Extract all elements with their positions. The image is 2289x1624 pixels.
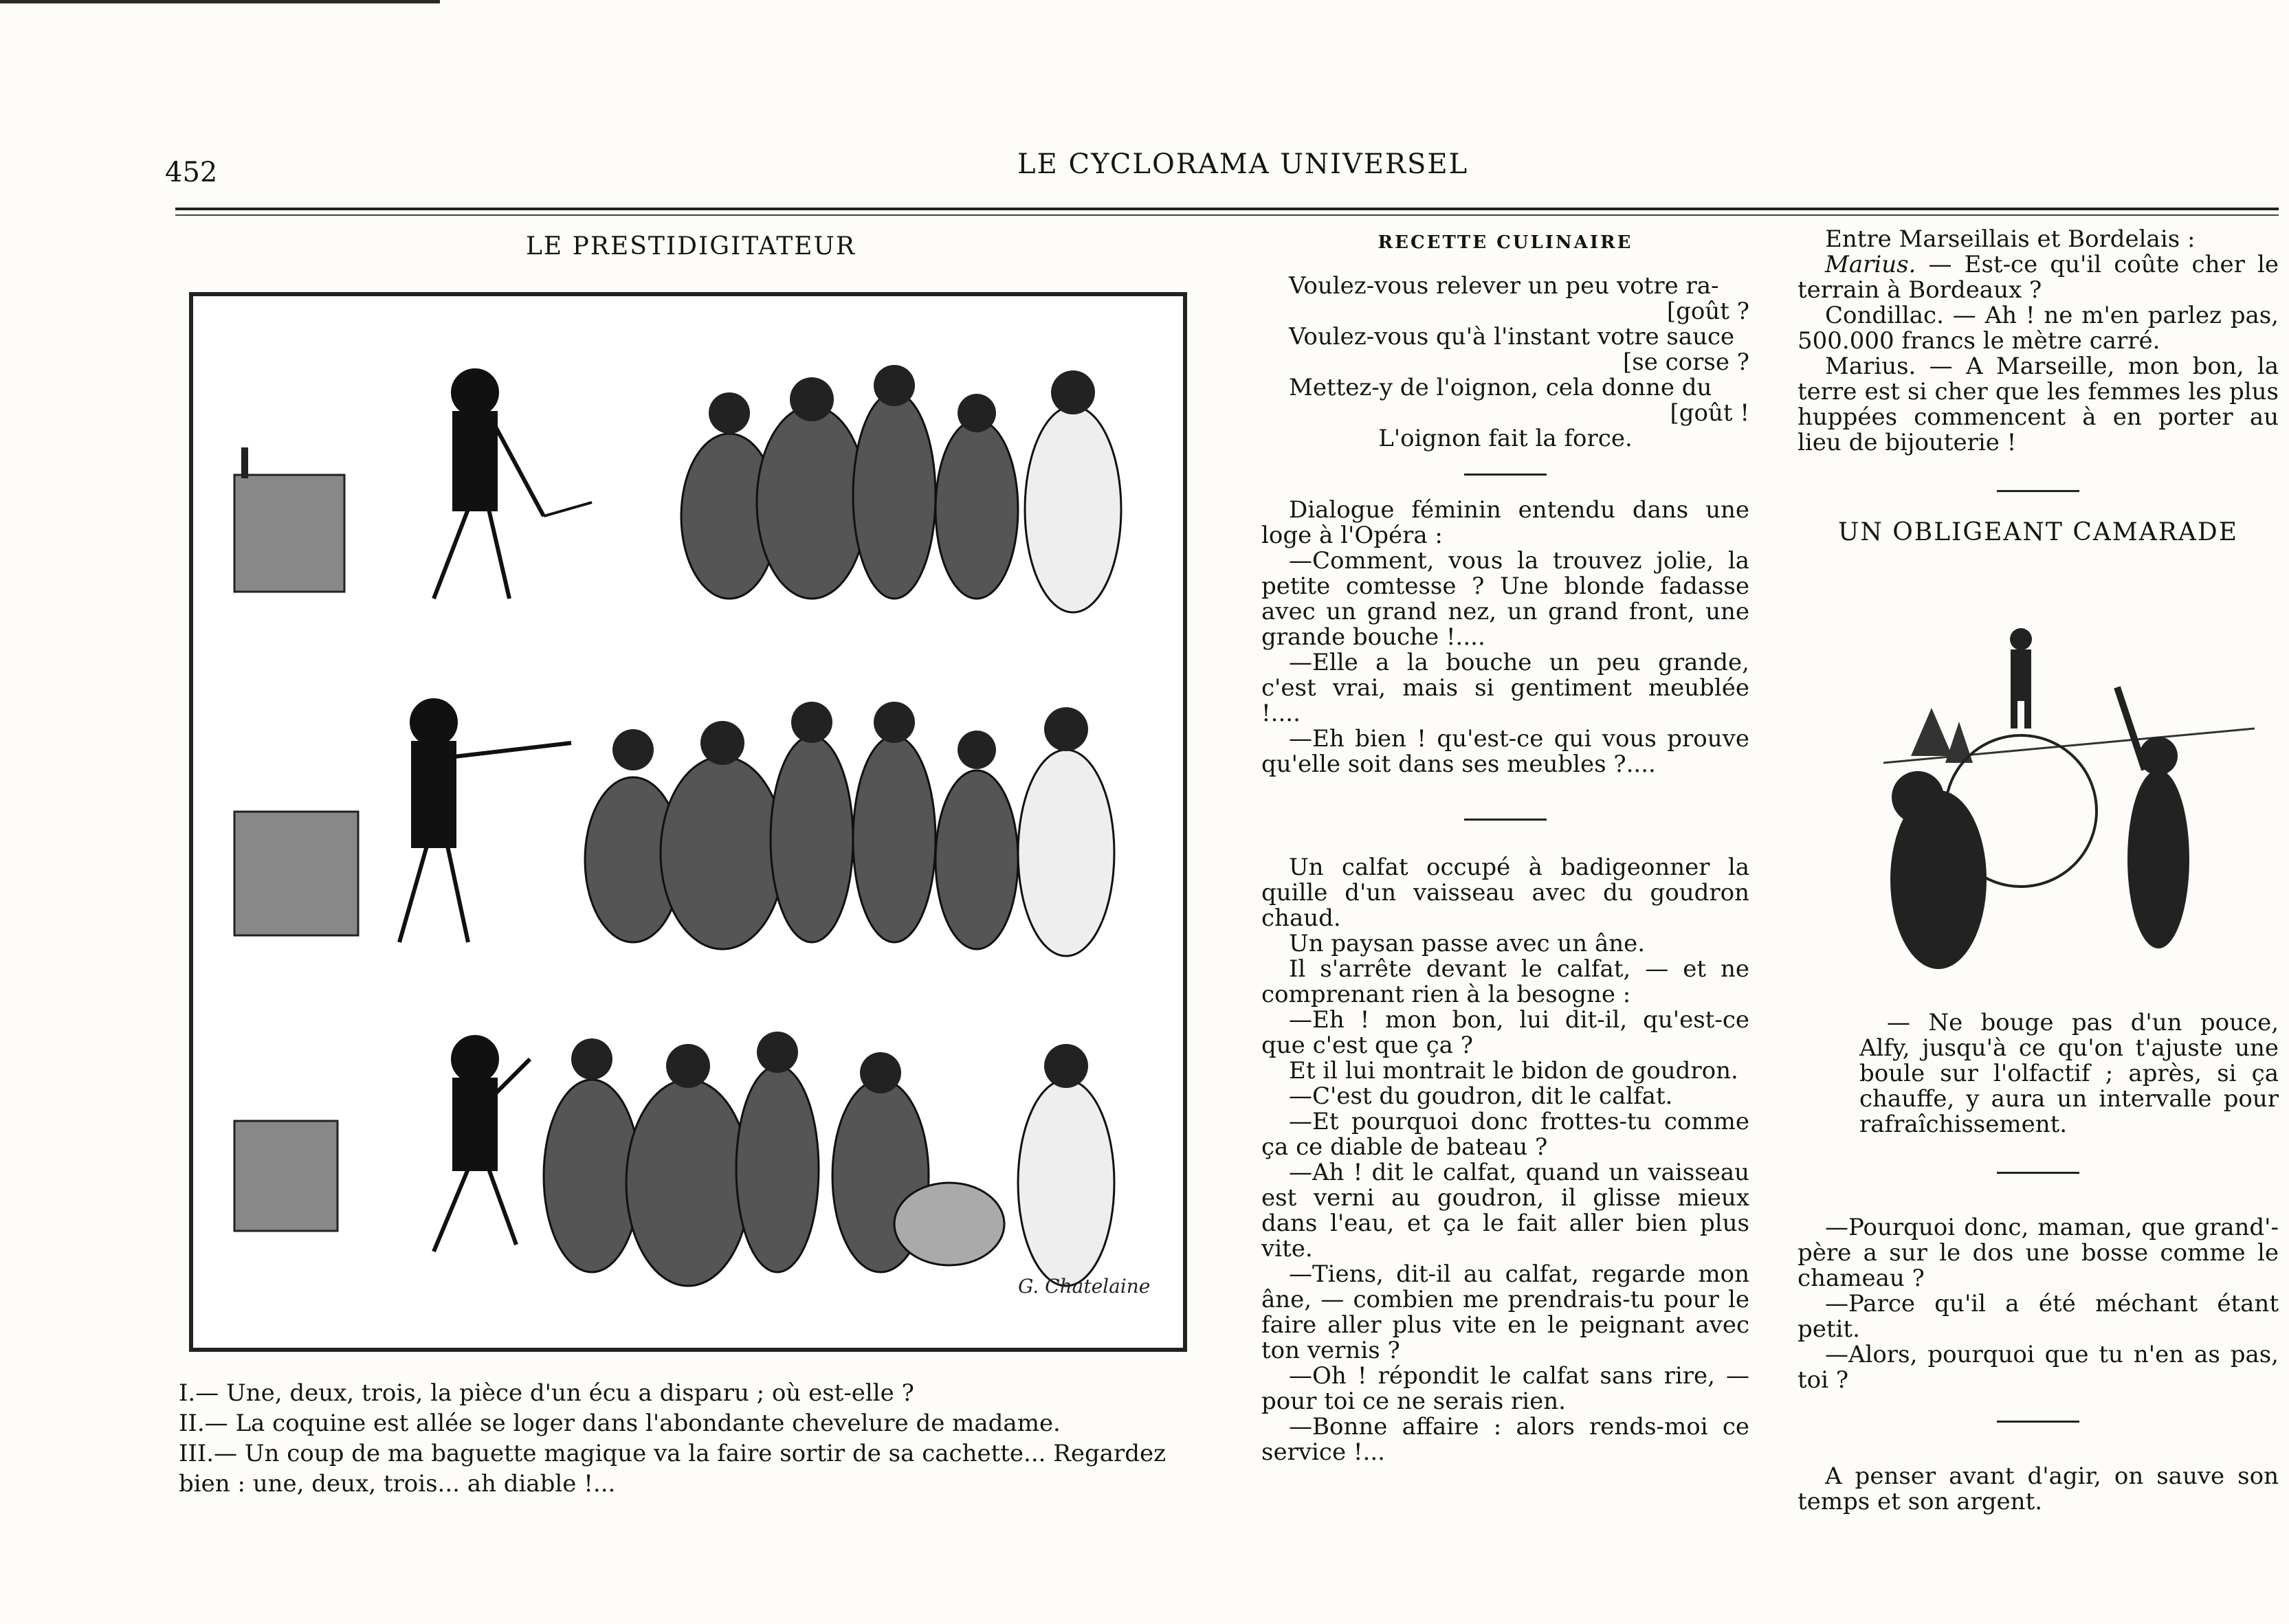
recipe-line-1: Voulez-vous relever un peu votre ra-: [1289, 272, 1719, 300]
dialogue-section: [1261, 498, 1749, 777]
marseillais-line: Condillac. — Ah ! ne m'en parlez pas, 500.000 francs le mètre carré.: [1798, 302, 2279, 355]
running-title: LE CYCLORAMA UNIVERSEL: [1017, 148, 1469, 180]
column-1: [179, 234, 1203, 259]
separator: [1464, 474, 1547, 476]
calfat-line: —Oh ! répondit le calfat sans rire, — pour toi ce ne serais rien.: [1261, 1362, 1749, 1415]
proverb: A penser avant d'agir, on sauve son temps et son argent.: [1798, 1462, 2279, 1515]
dialogue-intro: Dialogue féminin entendu dans une loge à l'Opéra :: [1261, 496, 1749, 549]
recipe-line-5: Mettez-y de l'oignon, cela donne du: [1289, 374, 1712, 401]
marseillais-line: [1798, 252, 2279, 303]
recipe-line-6: [goût !: [1670, 399, 1749, 427]
grandpere-line: —Alors, pourquoi que tu n'en as pas, toi ?: [1798, 1341, 2279, 1394]
column-3-lower: [1798, 1010, 2279, 1515]
recipe-line-7: L'oignon fait la force.: [1378, 425, 1633, 452]
artist-signature: G. Chatelaine: [1018, 1275, 1151, 1298]
calfat-line: —Eh ! mon bon, lui dit-il, qu'est-ce que c'est que ça ?: [1261, 1006, 1749, 1059]
column-3: [1798, 227, 2279, 545]
calfat-section: [1261, 855, 1749, 1465]
marius-line-text: — Est-ce qu'il coûte cher le terrain à Bordeaux ?: [1798, 251, 2279, 304]
separator: [1997, 1172, 2079, 1174]
calfat-line: Un calfat occupé à badigeonner la quille d'un vaisseau avec du goudron chaud.: [1261, 854, 1749, 932]
recipe-line-3: Voulez-vous qu'à l'instant votre sauce: [1289, 323, 1735, 351]
separator: [1464, 819, 1547, 821]
column-2: [1261, 230, 1749, 1465]
caption-2: II.— La coquine est allée se loger dans l'abondante chevelure de madame.: [179, 1410, 1061, 1437]
prestidigitateur-captions: [179, 1378, 1203, 1499]
caption-3: III.— Un coup de ma baguette magique va la faire sortir de sa cachette... Regardez bien : une, deux, trois... ah diable !...: [179, 1440, 1166, 1498]
recipe-title: RECETTE CULINAIRE: [1378, 232, 1633, 253]
illustration-panel-1: [207, 310, 1169, 626]
grandpere-line: —Pourquoi donc, maman, que grand'-père a sur le dos une bosse comme le chameau ?: [1798, 1214, 2279, 1292]
separator: [1997, 490, 2079, 492]
calfat-line: —Et pourquoi donc frottes-tu comme ça ce diable de bateau ?: [1261, 1108, 1749, 1161]
marseillais-line: Marius. — A Marseille, mon bon, la terre est si cher que les femmes les plus huppées commencent à en porter au lieu de bijouterie !: [1798, 353, 2279, 456]
grandpere-line: —Parce qu'il a été méchant étant petit.: [1798, 1290, 2279, 1343]
calfat-line: —Tiens, dit-il au calfat, regarde mon âne, — combien me prendrais-tu pour le faire aller plus vite en le peignant avec ton vernis ?: [1261, 1260, 1749, 1364]
header-rule: [175, 208, 2279, 210]
illustration-frame: [189, 292, 1187, 1352]
separator: [1997, 1421, 2079, 1423]
snowball-illustration: [1870, 605, 2282, 990]
recipe-line-4: [se corse ?: [1622, 348, 1749, 376]
calfat-line: —Bonne affaire : alors rends-moi ce service !...: [1261, 1413, 1749, 1466]
illustration-panel-2: [207, 654, 1169, 970]
header-rule-thin: [175, 214, 2279, 216]
obligeant-title: UN OBLIGEANT CAMARADE: [1837, 518, 2239, 546]
marseillais-intro: Entre Marseillais et Bordelais :: [1825, 225, 2196, 253]
dialogue-line: —Elle a la bouche un peu grande, c'est vrai, mais si gentiment meublée !....: [1261, 649, 1749, 727]
top-edge-rule: [0, 0, 440, 3]
caption-1: I.— Une, deux, trois, la pièce d'un écu a disparu ; où est-elle ?: [179, 1379, 914, 1407]
illustration-panel-3: [207, 997, 1169, 1313]
calfat-line: —C'est du goudron, dit le calfat.: [1289, 1082, 1673, 1110]
dialogue-line: —Comment, vous la trouvez jolie, la petite comtesse ? Une blonde fadasse avec un grand nez, un grand front, une grande bouche !....: [1261, 547, 1749, 651]
dialogue-line: —Eh bien ! qu'est-ce qui vous prouve qu'elle soit dans ses meubles ?....: [1261, 725, 1749, 778]
page-number: 452: [165, 157, 218, 188]
recipe-poem: [1261, 274, 1749, 452]
speaker-marius: Marius.: [1825, 251, 1916, 278]
obligeant-caption: — Ne bouge pas d'un pouce, Alfy, jusqu'à ce qu'on t'ajuste une boule sur l'olfactif ; après, si ça chauffe, y aura un intervalle pour rafraîchissement.: [1859, 1009, 2279, 1138]
calfat-line: Un paysan passe avec un âne.: [1289, 930, 1646, 957]
prestidigitateur-title: LE PRESTIDIGITATEUR: [525, 232, 856, 260]
calfat-line: Il s'arrête devant le calfat, — et ne comprenant rien à la besogne :: [1261, 955, 1749, 1008]
calfat-line: Et il lui montrait le bidon de goudron.: [1289, 1057, 1738, 1084]
calfat-line: —Ah ! dit le calfat, quand un vaisseau est verni au goudron, il glisse mieux dans l'eau, et ça le fait aller bien plus vite.: [1261, 1159, 1749, 1263]
recipe-line-2: [goût ?: [1666, 298, 1749, 325]
